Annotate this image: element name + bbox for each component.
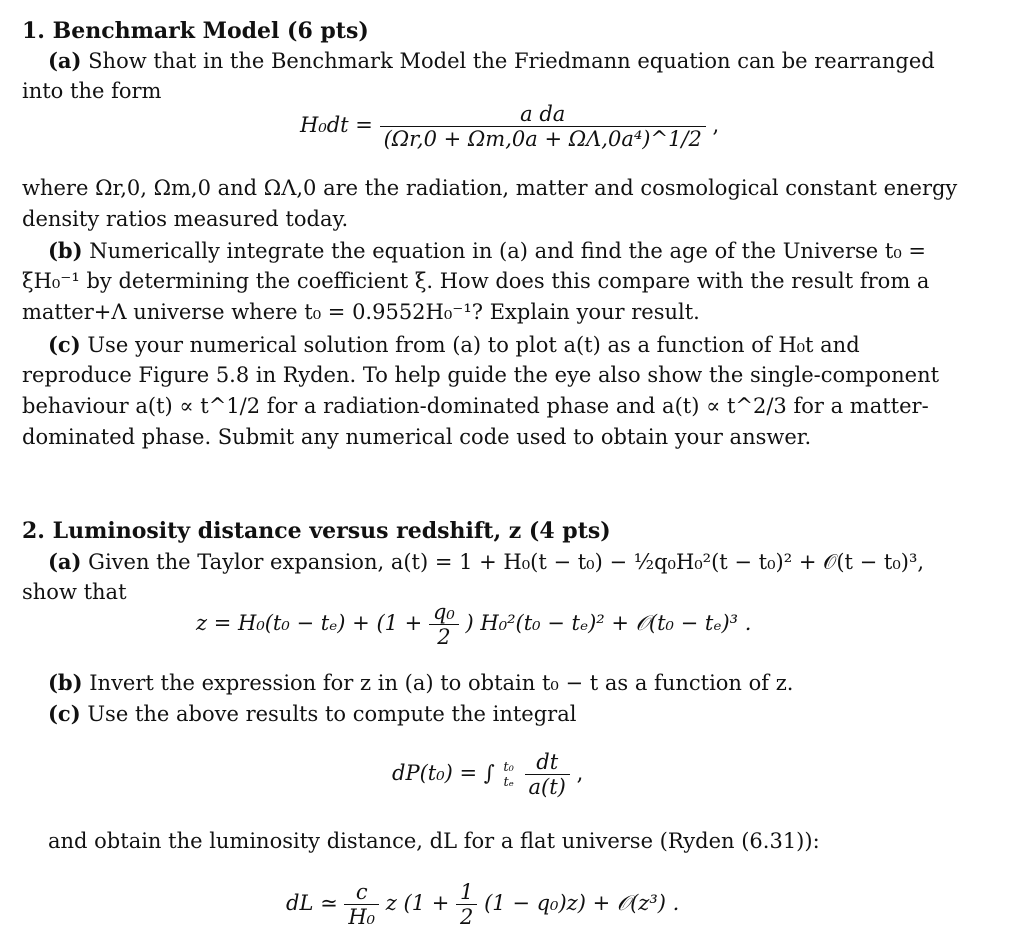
q1a-text: Show that in the Benchmark Model the Friedmann equation can be rearranged [88, 49, 935, 73]
eq2-fraction [429, 600, 459, 649]
q1b-line-2: ξH₀⁻¹ by determining the coefficient ξ. How does this compare with the result from a [22, 269, 930, 293]
eq3-numerator: dt [536, 750, 559, 774]
equation-luminosity-distance [286, 880, 679, 929]
q2b-line-1 [48, 670, 793, 695]
eq3-lower-limit: tₑ [503, 774, 514, 790]
eq2-right: ) H₀²(t₀ − tₑ)² + 𝒪(t₀ − tₑ)³ . [465, 611, 752, 635]
q2a-label: (a) [48, 549, 82, 574]
q1a-line-2: into the form [22, 79, 162, 103]
q2-luminosity-line: and obtain the luminosity distance, dL for a flat universe (Ryden (6.31)): [48, 829, 820, 853]
equation-redshift [196, 600, 751, 649]
q1c-text-1: Use your numerical solution from (a) to plot a(t) as a function of H₀t and [87, 333, 860, 357]
q1b-label: (b) [48, 238, 83, 263]
q1-heading: 1. Benchmark Model (6 pts) [22, 18, 369, 44]
q1b-text-1: Numerically integrate the equation in (a) and find the age of the Universe t₀ = [89, 239, 927, 263]
eq4-mid: z (1 + [385, 891, 450, 915]
eq4-fraction-2 [456, 880, 477, 929]
q1b-line-3: matter+Λ universe where t₀ = 0.9552H₀⁻¹? Explain your result. [22, 300, 700, 324]
eq4-numerator-2: 1 [460, 880, 474, 904]
equation-friedmann [300, 102, 719, 151]
q1b-line-1 [48, 238, 926, 263]
q1a-label: (a) [48, 48, 82, 73]
eq2-left: z = H₀(t₀ − tₑ) + (1 + [196, 611, 423, 635]
eq4-denominator-2: 2 [456, 904, 477, 929]
eq3-limits [499, 760, 517, 790]
q2c-line-1 [48, 701, 576, 726]
eq2-denominator: 2 [429, 624, 459, 649]
eq1-fraction [380, 102, 706, 151]
eq3-denominator: a(t) [525, 774, 570, 799]
q1c-line-2: reproduce Figure 5.8 in Ryden. To help guide the eye also show the single-component [22, 363, 940, 387]
q2c-label: (c) [48, 701, 81, 726]
eq4-numerator-1: c [355, 880, 368, 904]
eq4-left: dL ≃ [286, 891, 338, 915]
q2c-text-1: Use the above results to compute the integral [87, 702, 577, 726]
q1a-line-1 [48, 48, 935, 73]
q1c-line-4: dominated phase. Submit any numerical code used to obtain your answer. [22, 425, 812, 449]
eq2-numerator: q₀ [432, 600, 455, 624]
eq4-right: (1 − q₀)z) + 𝒪(z³) . [484, 891, 680, 915]
q2b-text-1: Invert the expression for z in (a) to obtain t₀ − t as a function of z. [89, 671, 794, 695]
q2a-line-2: show that [22, 580, 127, 604]
eq1-lhs: H₀dt = [300, 113, 373, 137]
q1c-line-1 [48, 332, 860, 357]
q1c-label: (c) [48, 332, 81, 357]
eq3-fraction [525, 750, 570, 799]
eq4-denominator-1: H₀ [344, 904, 379, 929]
eq3-upper-limit: t₀ [503, 759, 514, 775]
q2a-line-1 [48, 549, 924, 575]
eq1-numerator: a da [520, 102, 566, 126]
eq4-fraction-1 [344, 880, 379, 929]
q2a-text-1: Given the Taylor expansion, a(t) = 1 + H₀(t − t₀) − ½q₀H₀²(t − t₀)² + 𝒪(t − t₀)³, [88, 550, 925, 574]
q2-heading: 2. Luminosity distance versus redshift, z (4 pts) [22, 518, 611, 544]
q1-where-line-1: where Ωr,0, Ωm,0 and ΩΛ,0 are the radiation, matter and cosmological constant energy [22, 176, 958, 200]
q1c-line-3: behaviour a(t) ∝ t^1/2 for a radiation-dominated phase and a(t) ∝ t^2/3 for a matter- [22, 394, 929, 418]
eq1-denominator: (Ωr,0 + Ωm,0a + ΩΛ,0a⁴)^1/2 [380, 126, 706, 151]
equation-proper-distance [392, 750, 583, 799]
eq1-comma: , [712, 113, 720, 137]
q1-where-line-2: density ratios measured today. [22, 207, 349, 231]
q2b-label: (b) [48, 670, 83, 695]
eq3-left: dP(t₀) = ∫ [392, 761, 495, 785]
eq3-comma: , [576, 761, 584, 785]
